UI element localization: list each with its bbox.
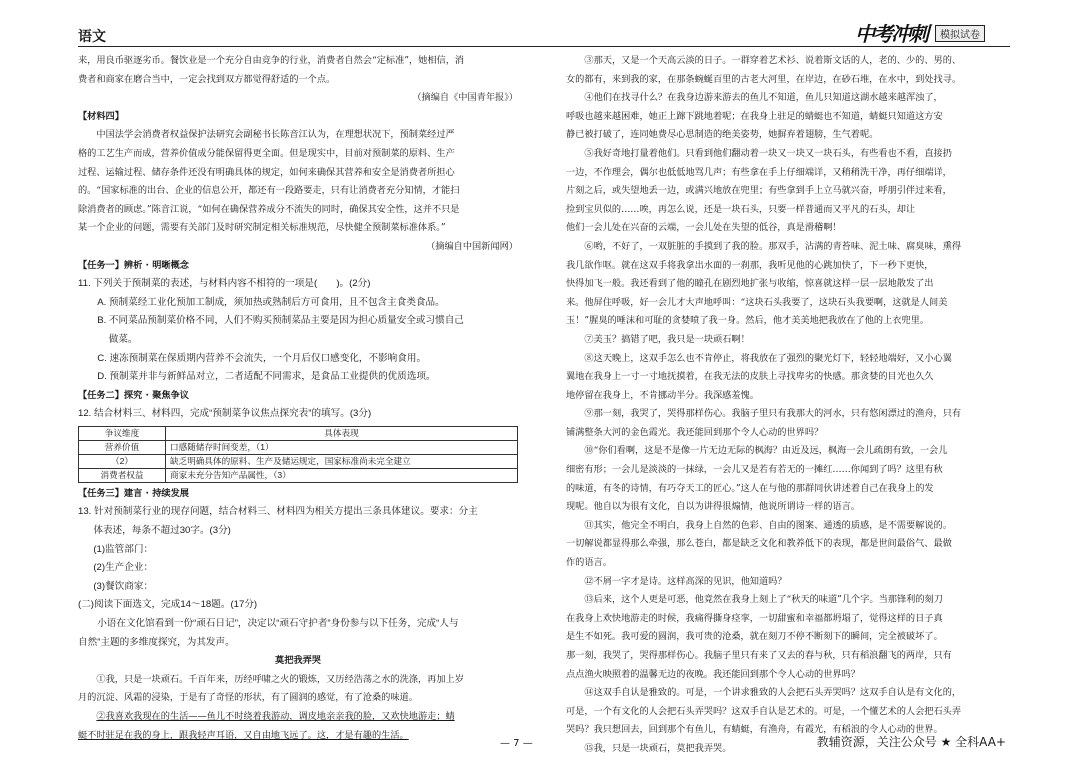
paragraph: 捡到宝贝似的……唉，再怎么说，还是一块石头，只要一样普通而又平凡的石头，却让 <box>566 203 916 215</box>
paragraph: ④他们在找寻什么？在我身边游来游去的鱼儿不知道，鱼儿只知道这湖水越来越浑浊了， <box>584 92 943 104</box>
paragraph: ⑬后来，这个人更是可恶，他竟然在我身上刻上了“秋天的味道”几个字。当那锋利的刻刀 <box>584 594 943 606</box>
question-11: 11. 下列关于预制菜的表述，与材料内容不相符的一项是( )。(2分) <box>78 278 371 290</box>
paragraph: 小语在文化馆看到一份“顽石日记”，决定以“顽石守护者”身份参与以下任务，完成“人与 <box>97 618 459 630</box>
reading-section-title: (二)阅读下面选文，完成14～18题。(17分) <box>78 599 258 611</box>
table-cell: 消费者权益 <box>79 468 166 482</box>
paragraph: ⑥哟，不好了，一双脏脏的手摸到了我的脸。那双手，沾满的青苔味、泥土味、腐臭味，熏得 <box>584 240 962 252</box>
paragraph: 过程、运输过程、储存条件还没有明确具体的规定，如何来确保其营养和安全是消费者所担心 <box>78 166 455 178</box>
controversy-table <box>78 426 518 483</box>
paragraph: 静已被打破了，连同她费尽心思制造的绝美姿势，她摒弃着翅膀，生气着呢。 <box>566 129 879 141</box>
paragraph: ⑮我，只是一块顽石，莫把我弄哭。 <box>584 742 732 754</box>
paragraph: 一边，不作理会，偶尔也低低地骂几声；有些拿在手上仔细端详，又稍稍洗干净，再仔细端详， <box>566 166 952 178</box>
option-b: B. 不同菜品预制菜价格不同，人们不购买预制菜品主要是因为担心质量安全或习惯自己 <box>97 315 464 327</box>
brand-tag: 模拟试卷 <box>935 25 985 42</box>
paragraph: ⑪其实，他完全不明白，我身上自然的色彩、自由的图案、通透的质感，是不需要解说的。 <box>584 519 952 531</box>
paragraph: ③那天，又是一个天高云淡的日子。一群穿着艺术衫、说着斯文话的人，老的、少的、男的、 <box>584 55 962 66</box>
paragraph: 玉！”腥臭的唾沫和可耻的贪婪喷了我一身。然后，他才美美地把我放在了他的上衣兜里。 <box>566 315 930 327</box>
task-heading: 【任务三】建言 · 持续发展 <box>78 487 189 499</box>
paragraph: 铺满整条大河的金色霞光。我还能回到那个令人心动的世界吗？ <box>566 426 824 438</box>
paragraph: 某一个企业的问题，需要有关部门及时研究制定相关标准规范，尽快健全预制菜标准体系。” <box>78 222 446 234</box>
underlined-sentence: ②我喜欢我现在的生活——鱼儿不时绕着我游动，调皮地亲亲我的脸，又欢快地游走；蜻 <box>96 711 455 722</box>
table-row <box>79 468 518 482</box>
table-header: 具体表现 <box>166 426 518 440</box>
footer-note: 教辅资源，关注公众号 ★ 全科AA+ <box>816 735 1006 749</box>
right-column <box>566 52 1010 759</box>
paragraph: 月的沉淀、风霜的浸染，于是有了奇怪的形状，有了圆润的感觉，有了沧桑的味道。 <box>78 692 418 704</box>
header-divider <box>78 46 1010 47</box>
paragraph: 现呢。他自以为很有文化，自以为讲得很煽情，他说所谓诗一样的语言。 <box>566 501 860 513</box>
task-heading: 【任务二】探究 · 聚焦争议 <box>78 389 189 401</box>
table-header: 争议维度 <box>79 426 166 440</box>
subject-label: 语文 <box>78 29 106 45</box>
brand-logo: 中考冲刺 <box>855 22 927 46</box>
paragraph: ⑩“你们看啊，这是不是像一片无边无际的枫海？由近及远，枫海一会儿疏朗有致，一会儿 <box>584 445 948 457</box>
brand-banner <box>855 18 1015 46</box>
task-heading: 【任务一】辨析 · 明晰概念 <box>78 259 189 271</box>
paragraph: 来。他屏住呼吸，好一会儿才大声地呼叫：“这块石头我要了，这块石头我要啊，这就是人间美 <box>566 296 948 308</box>
table-cell: 口感随储存时间变差，（1） <box>166 440 518 454</box>
paragraph: 是生不如死。我可爱的圆润，我可贵的沧桑，就在刻刀不停不断刻下的瞬间，完全被破坏了。 <box>566 631 943 643</box>
table-cell: 缺乏明确具体的原料、生产及储运规定，国家标准尚未完全建立 <box>166 454 518 468</box>
paragraph: 细密有形；一会儿是淡淡的一抹绿，一会儿又是若有若无的一摊红……你闻到了吗？这里有秋 <box>566 464 943 476</box>
table-header-row <box>79 426 518 440</box>
paragraph: ⑭这双手自认是雅致的。可是，一个讲求雅致的人会把石头弄哭吗？这双手自认是有文化的， <box>584 687 962 699</box>
option-d: D. 预制菜并非与新鲜品对立，二者适配不同需求，是食品工业提供的优质选项。 <box>97 371 436 383</box>
paragraph: 来，用良币驱逐劣币。餐饮业是一个充分自由竞争的行业，消费者自然会“定标准”，她相信，消 <box>78 55 465 66</box>
paragraph: 他们一会儿处在兴奋的云端，一会儿处在失望的低谷，真是滑稽啊！ <box>566 222 842 234</box>
paragraph: ⑤我好奇地打量着他们。只看到他们翻动着一块又一块又一块石头，有些看也不看，直接扔 <box>584 147 952 159</box>
option-b-cont: 做菜。 <box>108 333 138 345</box>
source-citation: （摘编自《中国青年报》） <box>412 92 518 104</box>
source-citation: （摘编自中国新闻网） <box>426 240 518 252</box>
table-row <box>79 440 518 454</box>
question-12: 12. 结合材料三、材料四，完成“预制菜争议焦点探究表”的填写。(3分) <box>78 408 372 420</box>
paragraph: 那一刻，我哭了，哭得那样伤心。我脑子里只有来了又去的春与秋，只有稻浪翻飞的两岸，只有 <box>566 650 952 661</box>
paragraph: 在我身上欢快地游走的时候，我痛得撕身痉挛，一切甜蜜和幸福都坍塌了，觉得这样的日子真 <box>566 612 943 624</box>
paragraph: 我几欲作呕。就在这双手将我拿出水面的一刹那，我听见他的心跳加快了，下一秒下更快， <box>566 259 934 271</box>
paragraph: 一切解说都显得那么牵强，那么苍白，都是缺乏文化和教养低下的表现，都是世间最俗气、最做 <box>566 538 952 550</box>
answer-line: (1)监管部门： <box>93 543 154 555</box>
table-cell: （2） <box>79 454 166 468</box>
paragraph: ⑨那一刻，我哭了，哭得那样伤心。我脑子里只有我那大的河水，只有悠闲漂过的渔舟，只有 <box>584 408 962 420</box>
paragraph: 格的工艺生产而成，营养价值成分能保留得更全面。但是现实中，目前对预制菜的原料、生产 <box>78 147 455 159</box>
paragraph: 除消费者的顾虑。”陈音江说，“如何在确保营养成分不流失的同时，确保其安全性，这并不只是 <box>78 203 460 215</box>
article-title: 莫把我弄哭 <box>275 655 321 667</box>
answer-line: (3)餐饮商家： <box>93 580 154 592</box>
page-number: — 7 — <box>500 738 533 749</box>
left-column <box>78 52 518 745</box>
paragraph: ⑦美玉？搞错了吧，我只是一块顽石啊！ <box>584 333 750 345</box>
paragraph: 作的语言。 <box>566 557 612 569</box>
paragraph: 可是，一个有文化的人会把石头弄哭吗？这双手自认是艺术的。可是，一个懂艺术的人会把石头弄 <box>566 705 962 717</box>
paragraph: 翼地在我身上一寸一寸地抚摸着，在我无法的皮肤上寻找卑劣的快感。那贪婪的目光也久久 <box>566 371 934 383</box>
paragraph: ①我，只是一块顽石。千百年来，历经呼啸之火的锻炼，又历经浩荡之水的洗涤，再加上岁 <box>96 673 464 685</box>
paragraph: ⑧这天晚上，这双手怎么也不肯停止，将我放在了强烈的聚光灯下，轻轻地端好，又小心翼 <box>584 352 952 364</box>
paragraph: 点点渔火映照着的温馨无边的夜晚。我还能回到那个令人心动的世界吗？ <box>566 668 860 680</box>
paragraph: ⑫不屑一字才是诗。这样高深的见识，他知道吗？ <box>584 575 787 587</box>
option-c: C. 速冻预制菜在保质期内营养不会流失，一个月后仅口感变化，不影响食用。 <box>97 352 427 364</box>
paragraph: 自然”主题的多维度探究，为其发声。 <box>78 636 235 648</box>
paragraph: 地停留在我身上，不肯挪动半分。我深感羞愧。 <box>566 389 759 401</box>
paragraph: 呼吸也越来越困难，她正上蹿下跳地着呢；在我身上驻足的蜻蜓也不知道，蜻蜓只知道这方安 <box>566 110 943 122</box>
material-heading: 【材料四】 <box>78 110 124 122</box>
paragraph: 女的都有，来到我的家，在那条蜿蜒百里的古老大河里，在岸边，在砂石堆，在水中，到处找寻。 <box>566 73 962 85</box>
paragraph: 费者和商家在磨合当中，一定会找到双方都觉得舒适的一个点。 <box>78 73 336 85</box>
paragraph: 片刻之后，或失望地丢一边，或满兴地放在兜里；有些拿到手上立马就兴奋，呼朋引伴过来看， <box>566 185 952 197</box>
table-row <box>79 454 518 468</box>
question-13: 13. 针对预制菜行业的现存问题，结合材料三、材料四为相关方提出三条具体建议。要求：分主 <box>78 506 478 518</box>
question-13-cont: 体表述，每条不超过30字。(3分) <box>93 525 231 537</box>
underlined-sentence: 蜓不时驻足在我的身上，跟我轻声耳语，又自由地飞远了。这，才是有趣的生活。 <box>78 729 409 741</box>
table-cell: 商家未充分告知产品属性，（3） <box>166 468 518 482</box>
paragraph: 中国法学会消费者权益保护法研究会副秘书长陈音江认为，在理想状况下，预制菜经过严 <box>96 129 455 141</box>
answer-line: (2)生产企业： <box>93 562 154 574</box>
paragraph: 哭吗？我只想回去，回到那个有鱼儿，有蜻蜓，有渔舟，有霞光，有稻浪的令人心动的世界。 <box>566 724 943 736</box>
paragraph: 快得加飞一般。我还看到了他的瞳孔在剧烈地扩张与收缩，惊喜就这样一层一层地散发了出 <box>566 278 934 290</box>
table-cell: 营养价值 <box>79 440 166 454</box>
option-a: A. 预制菜经工业化预加工制成，须加热或熟制后方可食用，且不包含主食类食品。 <box>97 296 445 308</box>
paragraph: 的。“国家标准的出台、企业的信息公开，都还有一段路要走，只有让消费者充分知情，才能扫 <box>78 185 460 197</box>
paragraph: 的味道，有冬的诗情，有巧夺天工的匠心。”这人在与他的那群同伙讲述着自己在我身上的发 <box>566 482 934 494</box>
